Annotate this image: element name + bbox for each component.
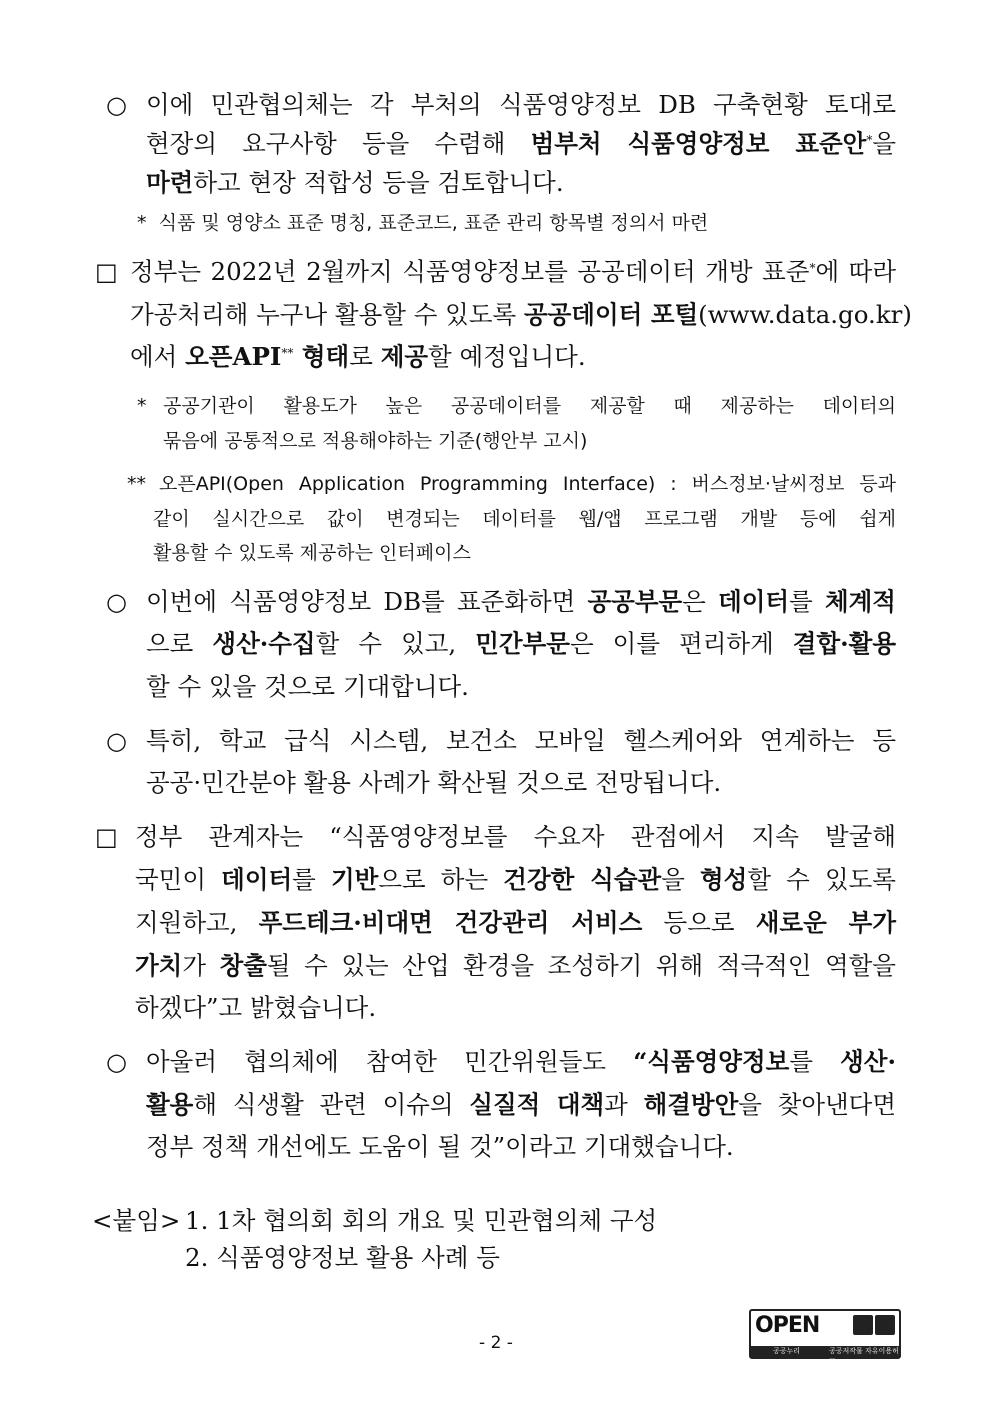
para2-line3: 에서 오픈API** 형태로 제공할 예정입니다. xyxy=(130,342,586,371)
circle-bullet: ○ xyxy=(106,727,127,755)
para2-footnote2-line2: 같이 실시간으로 값이 변경되는 데이터를 웹/앱 프로그램 개발 등에 쉽게 xyxy=(153,508,896,530)
para2-footnote2-marker: ** xyxy=(127,473,146,495)
para2-line2: 가공처리해 누구나 활용할 수 있도록 공공데이터 포털(www.data.go.kr) xyxy=(130,300,912,329)
para2-footnote1-marker: * xyxy=(137,395,147,417)
para5-line4: 가치가 창출될 수 있는 산업 환경을 조성하기 위해 적극적인 역할을 xyxy=(135,951,896,980)
square-bullet: □ xyxy=(95,823,118,851)
para5-line3: 지원하고, 푸드테크·비대면 건강관리 서비스 등으로 새로운 부가 xyxy=(135,908,896,937)
para1-line3: 마련하고 현장 적합성 등을 검토합니다. xyxy=(146,168,564,197)
noncommercial-icon xyxy=(875,1315,895,1335)
circle-bullet: ○ xyxy=(106,91,127,119)
para3-line2: 으로 생산·수집할 수 있고, 민간부문은 이를 편리하게 결합·활용 xyxy=(146,629,896,658)
para5-line1: 정부 관계자는 “식품영양정보를 수요자 관점에서 지속 발굴해 xyxy=(135,822,896,851)
para1-footnote: * 식품 및 영양소 표준 명칭, 표준코드, 표준 관리 항목별 정의서 마련 xyxy=(137,212,709,234)
circle-bullet: ○ xyxy=(106,1048,127,1076)
attachment-item-2: 2. 식품영양정보 활용 사례 등 xyxy=(185,1243,500,1272)
para5-line5: 하겠다”고 밝혔습니다. xyxy=(135,993,377,1022)
para4-line2: 공공·민간분야 활용 사례가 확산될 것으로 전망됩니다. xyxy=(146,768,722,797)
para2-footnote2-line1: 오픈API(Open Application Programming Interface) : 버스정보·날씨정보 등과 xyxy=(159,473,896,495)
para1-line1: 이에 민관협의체는 각 부처의 식품영양정보 DB 구축현황 토대로 xyxy=(146,90,896,119)
para4-line1: 특히, 학교 급식 시스템, 보건소 모바일 헬스케어와 연계하는 등 xyxy=(146,726,896,755)
para5-line2: 국민이 데이터를 기반으로 하는 건강한 식습관을 형성할 수 있도록 xyxy=(135,865,896,894)
attribution-icon xyxy=(853,1315,873,1335)
logo-caption-left: 공공누리 xyxy=(773,1347,801,1355)
para6-line2: 활용해 식생활 관련 이슈의 실질적 대책과 해결방안을 찾아낸다면 xyxy=(146,1090,896,1119)
open-logo-text: OPEN xyxy=(755,1313,820,1338)
para6-line3: 정부 정책 개선에도 도움이 될 것”이라고 기대했습니다. xyxy=(146,1132,734,1161)
attachment-item-1: 1. 1차 협의회 회의 개요 및 민관협의체 구성 xyxy=(185,1206,658,1235)
attachment-label: <붙임> xyxy=(92,1206,181,1235)
para1-line2: 현장의 요구사항 등을 수렴해 범부처 식품영양정보 표준안*을 xyxy=(146,129,896,158)
kogl-open-license-logo xyxy=(749,1309,901,1366)
para3-line1: 이번에 식품영양정보 DB를 표준화하면 공공부문은 데이터를 체계적 xyxy=(146,587,896,616)
para3-line3: 할 수 있을 것으로 기대합니다. xyxy=(146,672,469,701)
logo-caption-bar xyxy=(751,1346,899,1366)
para2-footnote2-line3: 활용할 수 있도록 제공하는 인터페이스 xyxy=(153,542,471,564)
page-number: - 2 - xyxy=(479,1333,513,1353)
logo-caption-right: 공공저작물 자유이용허락 xyxy=(829,1347,899,1366)
circle-bullet: ○ xyxy=(106,588,127,616)
para2-footnote1-line2: 묶음에 공통적으로 적용해야하는 기준(행안부 고시) xyxy=(163,430,588,452)
para2-footnote1-line1: 공공기관이 활용도가 높은 공공데이터를 제공할 때 제공하는 데이터의 xyxy=(163,395,896,417)
para6-line1: 아울러 협의체에 참여한 민간위원들도 “식품영양정보를 생산· xyxy=(146,1047,896,1076)
para2-line1: 정부는 2022년 2월까지 식품영양정보를 공공데이터 개방 표준*에 따라 xyxy=(130,257,896,286)
square-bullet: □ xyxy=(95,258,118,286)
